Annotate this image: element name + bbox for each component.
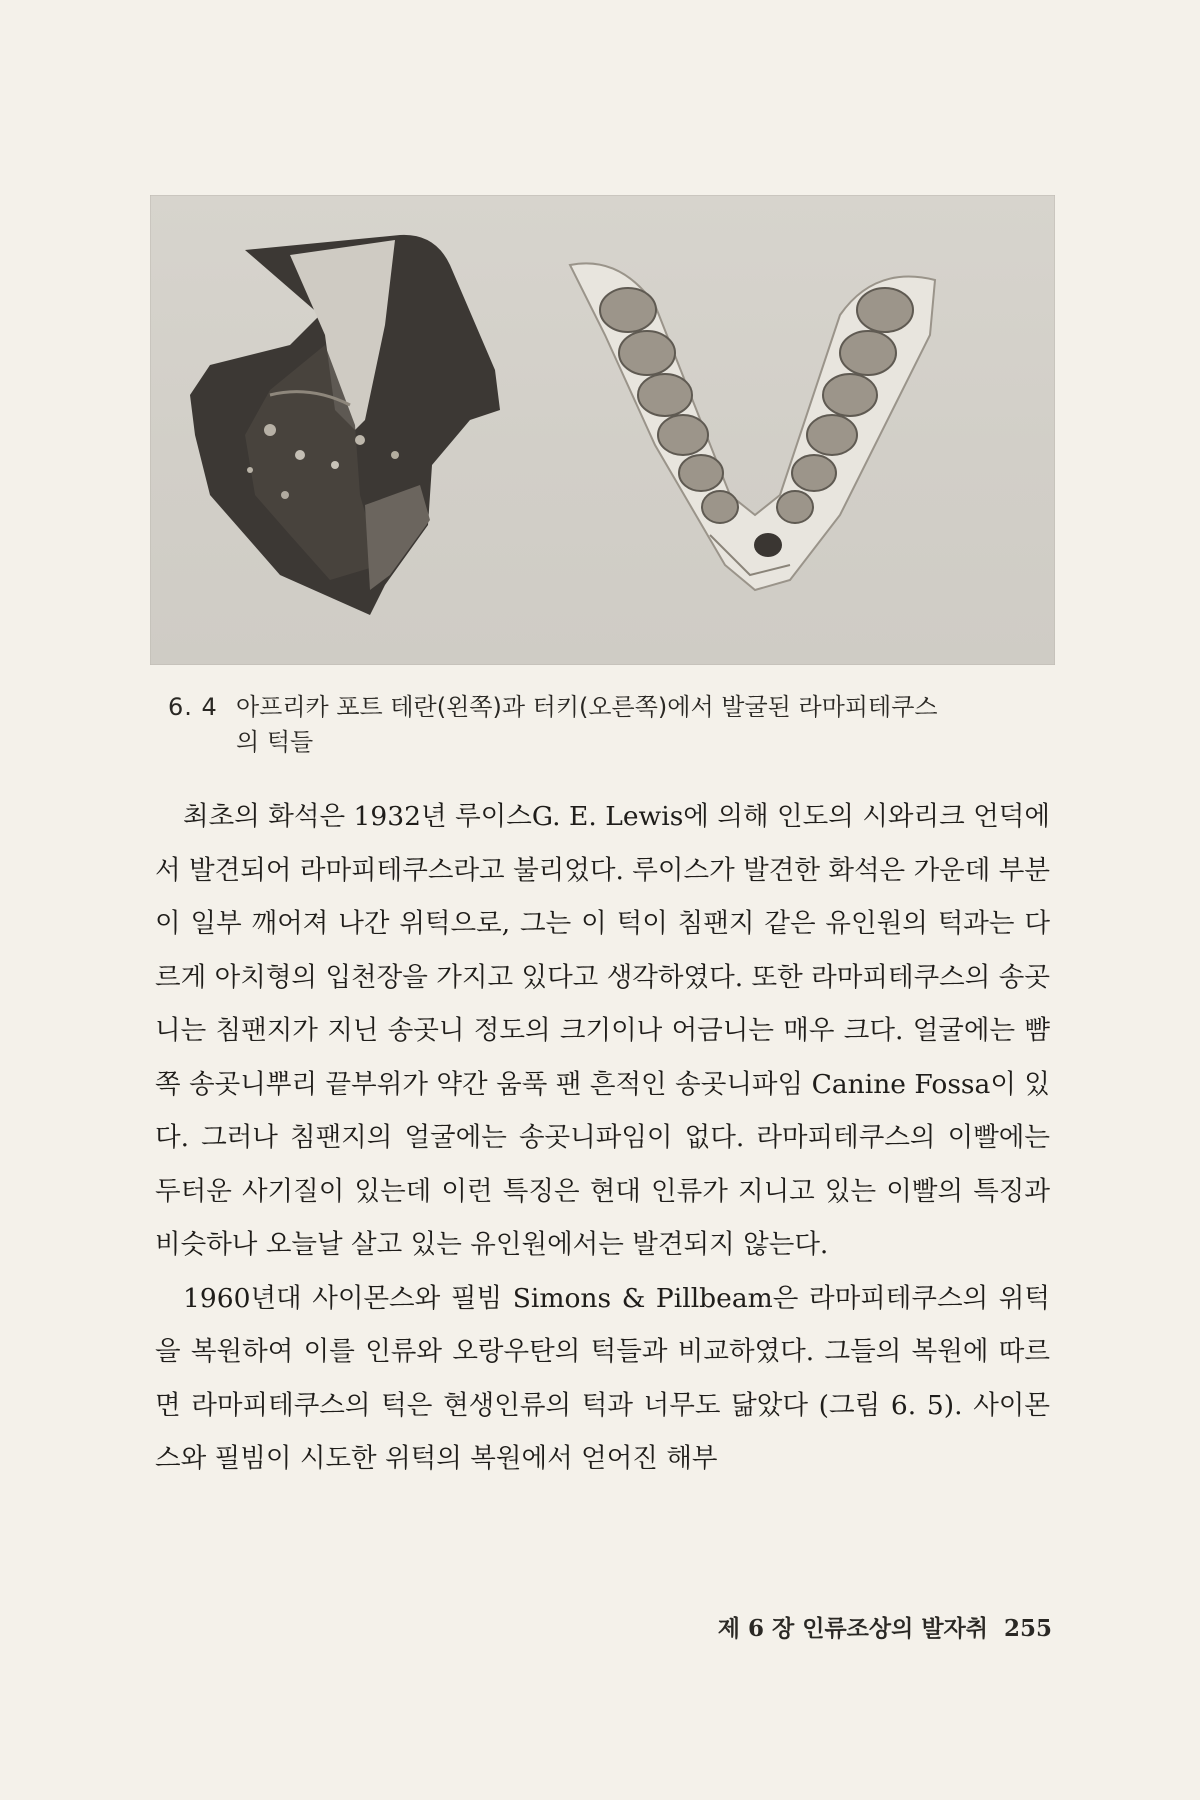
fossil-jaws-illustration xyxy=(150,195,1055,665)
body-text xyxy=(155,790,1050,1486)
paragraph-2: 1960년대 사이몬스와 필빔 Simons & Pillbeam은 라마피테쿠스의 위턱을 복원하여 이를 인류와 오랑우탄의 턱들과 비교하였다. 그들의 복원에 따르면 라마피테쿠스의 턱은 현생인류의 턱과 너무도 닮았다 (그림 6. 5). 사이몬스와 필빔이 시도한 위턱의 복원에서 얻어진 해부 xyxy=(155,1282,1050,1474)
fossil-jaw-photo xyxy=(150,195,1055,665)
running-chapter-title: 제 6 장 인류조상의 발자취 xyxy=(717,1615,988,1642)
figure-caption xyxy=(168,690,1048,760)
page-footer xyxy=(718,1610,1052,1643)
figure-number: 6. 4 xyxy=(168,693,218,721)
left-jaw-fragment xyxy=(190,235,500,615)
paragraph-1: 최초의 화석은 1932년 루이스G. E. Lewis에 의해 인도의 시와리크 언덕에서 발견되어 라마피테쿠스라고 불리었다. 루이스가 발견한 화석은 가운데 부분이 일부 깨어져 나간 위턱으로, 그는 이 턱이 침팬지 같은 유인원의 턱과는 다르게 아치형의 입천장을 가지고 있다고 생각하였다. 또한 라마피테쿠스의 송곳니는 침팬지가 지닌 송곳니 정도의 크기이나 어금니는 매우 크다. 얼굴에는 뺨쪽 송곳니뿌리 끝부위가 약간 움푹 팬 흔적인 송곳니파임 Canine Fossa이 있다. 그러나 침팬지의 얼굴에는 송곳니파임이 없다. 라마피테쿠스의 이빨에는 두터운 사기질이 있는데 이런 특징은 현대 인류가 지니고 있는 이빨의 특징과 비슷하나 오늘날 살고 있는 유인원에서는 발견되지 않는다. xyxy=(155,801,1050,1260)
caption-text-line2: 의 턱들 xyxy=(236,728,314,756)
right-v-jaw xyxy=(570,263,935,590)
page-number: 255 xyxy=(1003,1615,1052,1642)
caption-text-line1: 아프리카 포트 테란(왼쪽)과 터키(오른쪽)에서 발굴된 라마피테쿠스 xyxy=(236,693,938,721)
